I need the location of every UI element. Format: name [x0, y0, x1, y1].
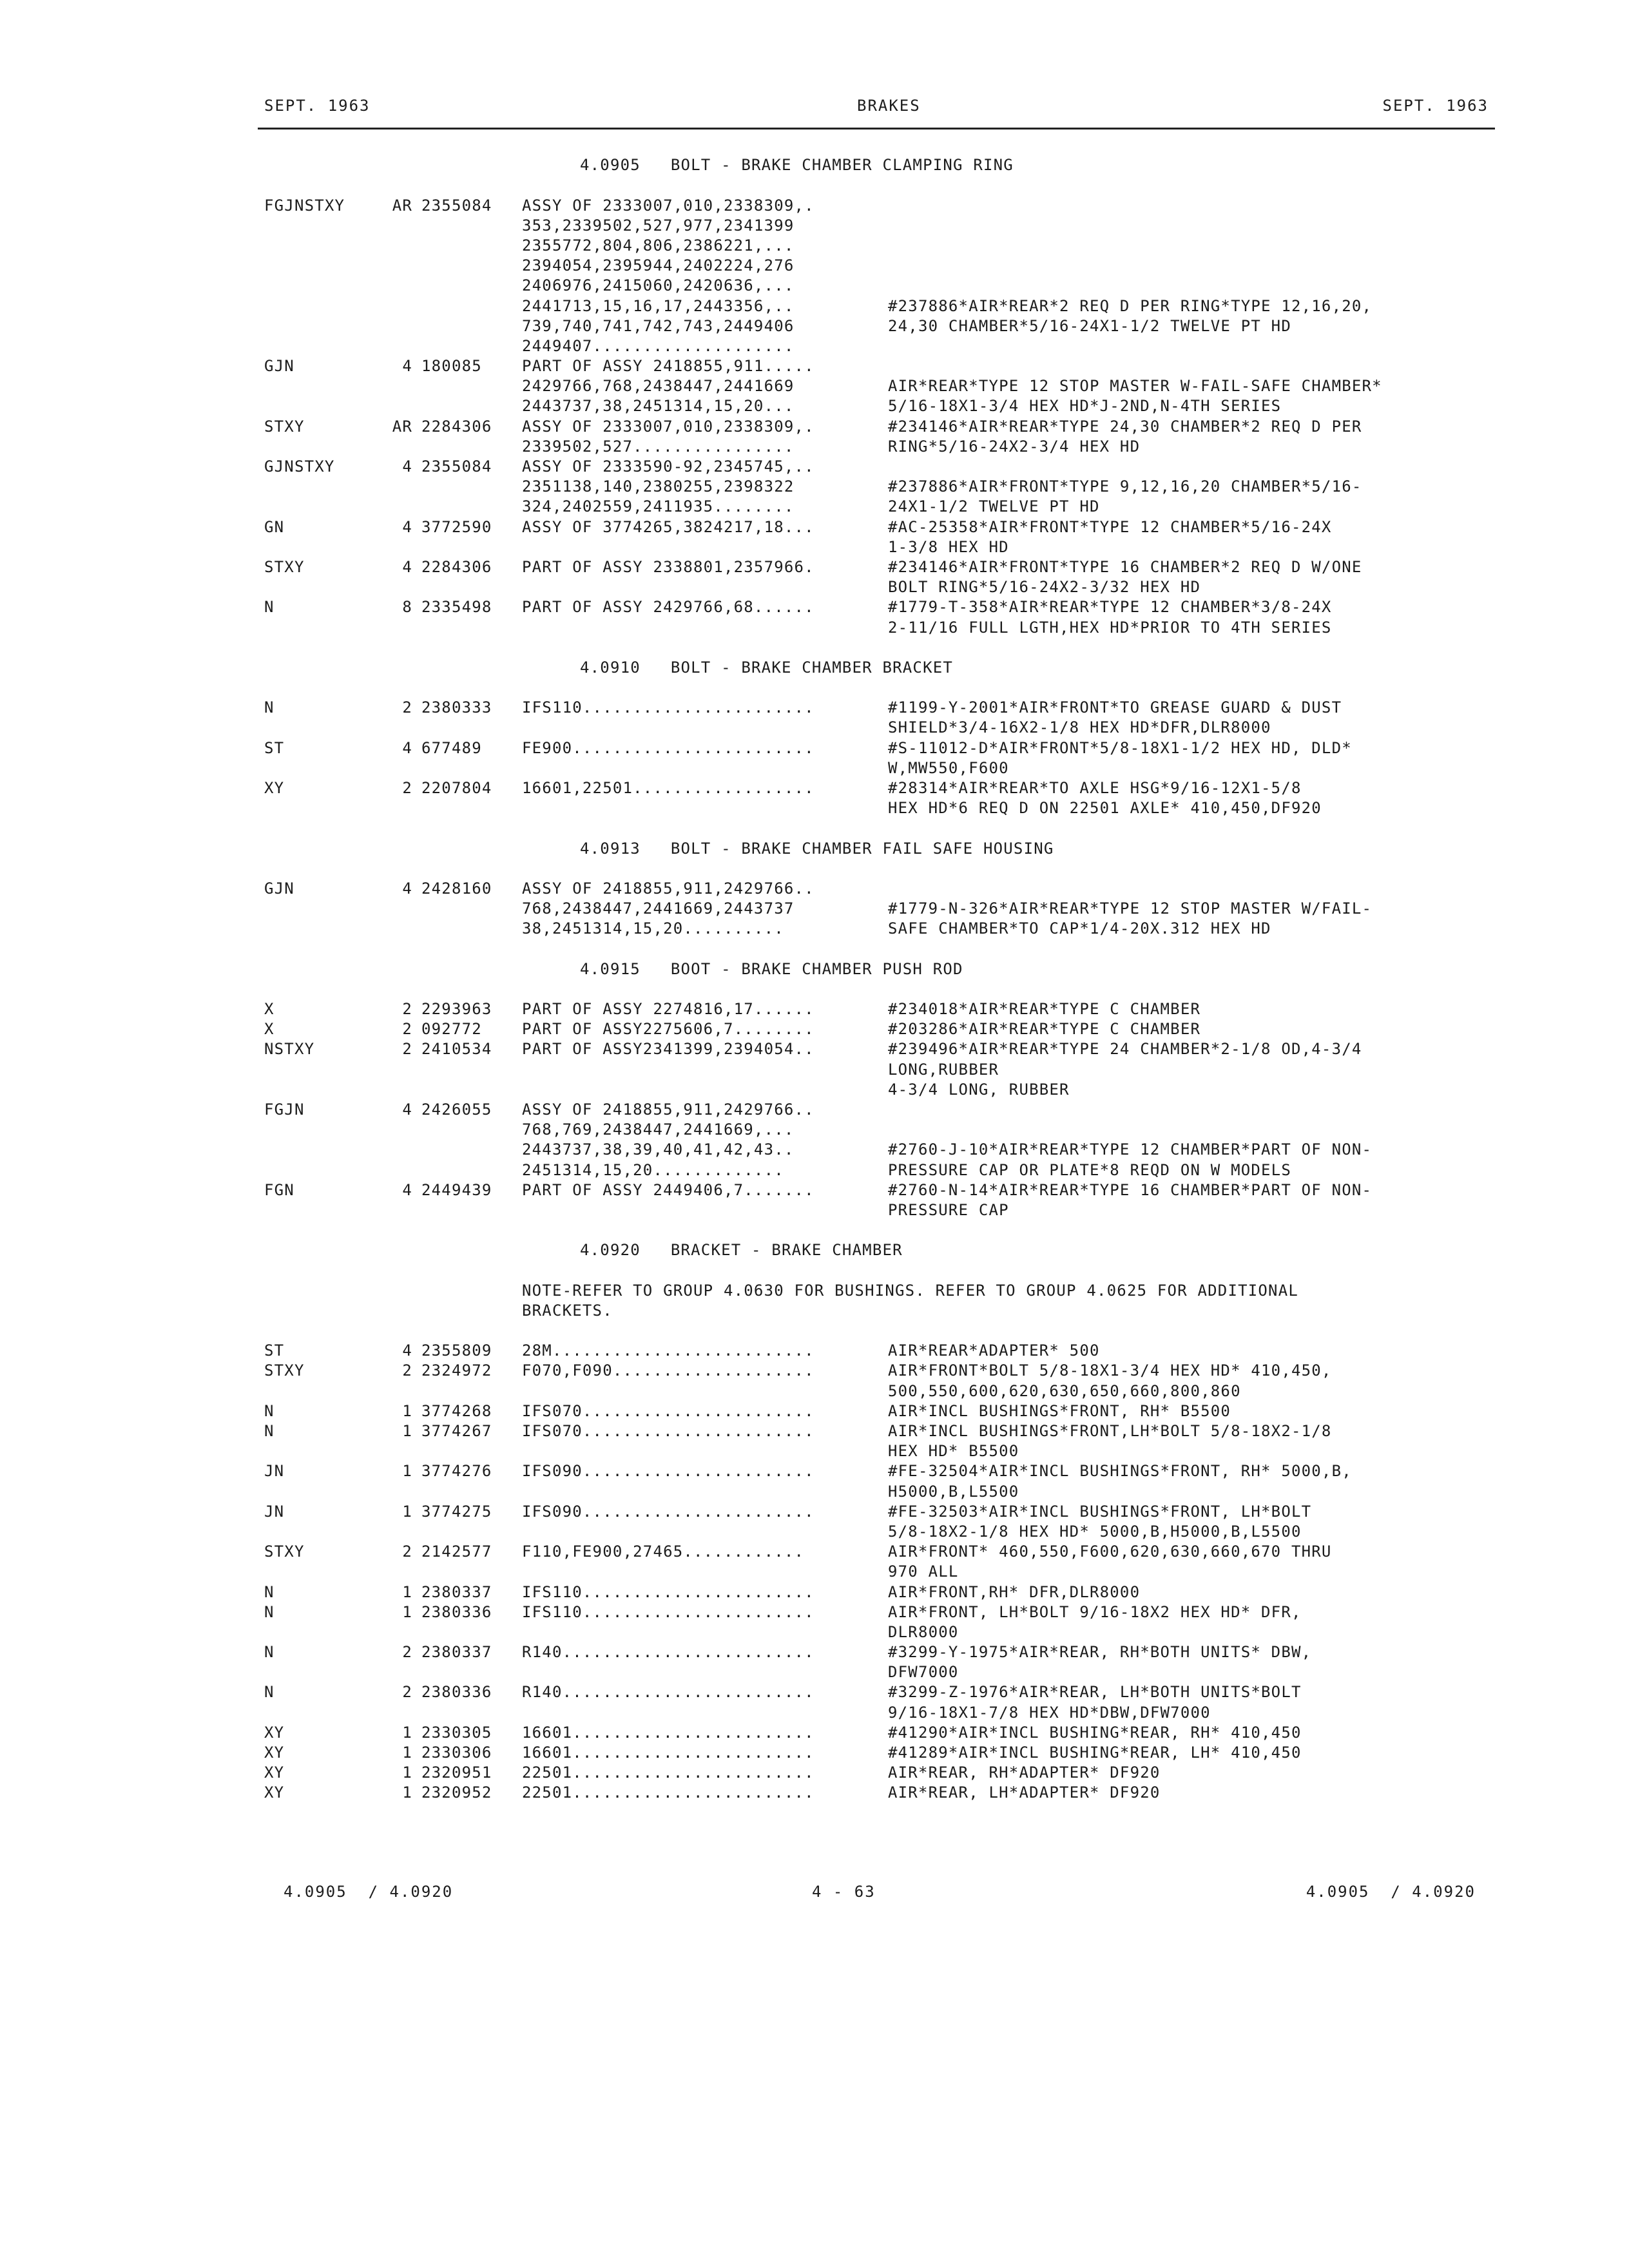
model-codes: GJN	[264, 879, 294, 898]
entry-row	[264, 1602, 1495, 1622]
entry-continuation	[264, 1441, 1495, 1461]
part-number: 2380336	[421, 1683, 492, 1702]
part-number: 2355084	[421, 196, 492, 215]
spacer	[264, 939, 1495, 959]
application-text: 768,2438447,2441669,2443737	[522, 899, 795, 918]
application-text: R140.........................	[522, 1683, 815, 1702]
entry-continuation	[264, 899, 1495, 919]
description-text: SHIELD*3/4-16X2-1/8 HEX HD*DFR,DLR8000	[888, 718, 1271, 737]
quantity: 1	[402, 1763, 412, 1782]
description-text: PRESSURE CAP	[888, 1200, 1009, 1219]
entry-continuation	[264, 1140, 1495, 1160]
entry-row	[264, 1421, 1495, 1441]
entry-row	[264, 557, 1495, 577]
application-text: 2406976,2415060,2420636,...	[522, 276, 795, 295]
spacer	[264, 979, 1495, 999]
quantity: AR	[392, 196, 412, 215]
entry-continuation	[264, 276, 1495, 296]
description-text: DLR8000	[888, 1622, 959, 1641]
page-footer	[264, 1883, 1476, 1905]
spacer	[264, 1261, 1495, 1281]
quantity: 1	[402, 1422, 412, 1440]
quantity: 2	[402, 779, 412, 797]
application-text: PART OF ASSY 2429766,68......	[522, 598, 815, 617]
entry-continuation	[264, 618, 1495, 638]
description-text: #28314*AIR*REAR*TO AXLE HSG*9/16-12X1-5/8	[888, 779, 1302, 797]
quantity: 4	[402, 557, 412, 576]
description-text: #41290*AIR*INCL BUSHING*REAR, RH* 410,450	[888, 1723, 1302, 1742]
entry-continuation	[264, 1200, 1495, 1220]
model-codes: NSTXY	[264, 1040, 315, 1059]
entry-row	[264, 1723, 1495, 1743]
entry-continuation	[264, 1703, 1495, 1723]
model-codes: N	[264, 1643, 275, 1662]
application-text: 768,769,2438447,2441669,...	[522, 1120, 795, 1139]
application-text: PART OF ASSY 2338801,2357966.	[522, 557, 815, 576]
application-text: PART OF ASSY 2274816,17......	[522, 1000, 815, 1019]
description-text: #S-11012-D*AIR*FRONT*5/8-18X1-1/2 HEX HD, DLD*	[888, 738, 1352, 757]
entry-row	[264, 1582, 1495, 1602]
description-text: AIR*FRONT* 460,550,F600,620,630,660,670 THRU	[888, 1542, 1332, 1561]
application-text: 2339502,527................	[522, 437, 795, 456]
description-text: W,MW550,F600	[888, 758, 1009, 777]
application-text: 2441713,15,16,17,2443356,..	[522, 296, 795, 315]
model-codes: FGN	[264, 1180, 294, 1199]
application-text: ASSY OF 3774265,3824217,18...	[522, 517, 815, 536]
part-number: 2380337	[421, 1643, 492, 1662]
model-codes: X	[264, 1000, 275, 1019]
description-text: #FE-32504*AIR*INCL BUSHINGS*FRONT, RH* 5000,B,	[888, 1462, 1352, 1481]
model-codes: N	[264, 1422, 275, 1440]
section-title: 4.0920 BRACKET - BRAKE CHAMBER	[580, 1241, 903, 1260]
entry-continuation	[264, 798, 1495, 818]
entry-continuation	[264, 1060, 1495, 1080]
entry-row	[264, 517, 1495, 537]
model-codes: STXY	[264, 1361, 305, 1380]
footer-range-right: 4.0905 / 4.0920	[1306, 1883, 1476, 1901]
entry-row	[264, 698, 1495, 718]
part-number: 2142577	[421, 1542, 492, 1561]
part-number: 2380337	[421, 1582, 492, 1601]
part-number: 2293963	[421, 1000, 492, 1019]
description-text: 2-11/16 FULL LGTH,HEX HD*PRIOR TO 4TH SERIES	[888, 618, 1332, 637]
description-text: AIR*REAR, LH*ADAPTER* DF920	[888, 1783, 1161, 1802]
quantity: 4	[402, 1180, 412, 1199]
entry-continuation	[264, 216, 1495, 236]
description-text: PRESSURE CAP OR PLATE*8 REQD ON W MODELS	[888, 1160, 1291, 1179]
part-number: 2355084	[421, 457, 492, 476]
application-text: 739,740,741,742,743,2449406	[522, 316, 795, 335]
model-codes: XY	[264, 1783, 285, 1802]
spacer	[264, 175, 1495, 195]
entry-continuation	[264, 336, 1495, 356]
entry-continuation	[264, 1562, 1495, 1582]
spacer	[264, 638, 1495, 658]
entry-row	[264, 356, 1495, 376]
section-title-line	[264, 658, 1495, 678]
header-rule	[258, 128, 1495, 130]
quantity: 4	[402, 1341, 412, 1360]
description-text: 5/16-18X1-3/4 HEX HD*J-2ND,N-4TH SERIES	[888, 397, 1282, 416]
part-number: 2449439	[421, 1180, 492, 1199]
quantity: 1	[402, 1462, 412, 1481]
quantity: 8	[402, 598, 412, 617]
entry-continuation	[264, 296, 1495, 316]
application-text: ASSY OF 2418855,911,2429766..	[522, 1100, 815, 1119]
description-text: #239496*AIR*REAR*TYPE 24 CHAMBER*2-1/8 OD,4-3/4	[888, 1040, 1362, 1059]
entry-row	[264, 1180, 1495, 1200]
quantity: 2	[402, 698, 412, 717]
quantity: 4	[402, 517, 412, 536]
model-codes: N	[264, 1582, 275, 1601]
entry-continuation	[264, 1080, 1495, 1100]
spacer	[264, 859, 1495, 879]
description-text: #3299-Z-1976*AIR*REAR, LH*BOTH UNITS*BOLT	[888, 1683, 1302, 1702]
application-text: IFS070.......................	[522, 1401, 815, 1420]
description-text: AIR*INCL BUSHINGS*FRONT, RH* B5500	[888, 1401, 1231, 1420]
header-date-left: SEPT. 1963	[264, 97, 371, 115]
part-number: 2284306	[421, 557, 492, 576]
part-number: 2320952	[421, 1783, 492, 1802]
application-text: 22501........................	[522, 1783, 815, 1802]
model-codes: X	[264, 1020, 275, 1039]
description-text: #234146*AIR*FRONT*TYPE 16 CHAMBER*2 REQ D W/ONE	[888, 557, 1362, 576]
entry-continuation	[264, 577, 1495, 597]
entry-continuation	[264, 1522, 1495, 1542]
description-text: #3299-Y-1975*AIR*REAR, RH*BOTH UNITS* DBW,	[888, 1643, 1312, 1662]
part-number: 2330305	[421, 1723, 492, 1742]
header-title: BRAKES	[857, 97, 921, 115]
application-text: 28M..........................	[522, 1341, 815, 1360]
description-text: AIR*REAR, RH*ADAPTER* DF920	[888, 1763, 1161, 1782]
entry-row	[264, 417, 1495, 437]
entry-continuation	[264, 919, 1495, 939]
part-number: 2410534	[421, 1040, 492, 1059]
section-title-line	[264, 839, 1495, 859]
quantity: AR	[392, 417, 412, 436]
section-title-line	[264, 959, 1495, 979]
entry-row	[264, 1682, 1495, 1702]
application-text: ASSY OF 2333590-92,2345745,..	[522, 457, 815, 476]
entry-row	[264, 1039, 1495, 1059]
model-codes: N	[264, 598, 275, 617]
entry-row	[264, 1783, 1495, 1803]
part-number: 2320951	[421, 1763, 492, 1782]
entry-continuation	[264, 396, 1495, 416]
description-text: #203286*AIR*REAR*TYPE C CHAMBER	[888, 1020, 1201, 1039]
entry-row	[264, 999, 1495, 1019]
part-number: 2284306	[421, 417, 492, 436]
quantity: 1	[402, 1744, 412, 1762]
application-text: IFS110.......................	[522, 1582, 815, 1601]
description-text: BOLT RING*5/16-24X2-3/32 HEX HD	[888, 578, 1201, 597]
part-number: 2335498	[421, 598, 492, 617]
part-number: 2380333	[421, 698, 492, 717]
description-text: AIR*FRONT, LH*BOLT 9/16-18X2 HEX HD* DFR,	[888, 1602, 1302, 1621]
application-text: 16601........................	[522, 1744, 815, 1762]
application-text: F110,FE900,27465............	[522, 1542, 805, 1561]
section-note: NOTE-REFER TO GROUP 4.0630 FOR BUSHINGS. REFER TO GROUP 4.0625 FOR ADDITIONAL	[522, 1281, 1298, 1300]
application-text: 22501........................	[522, 1763, 815, 1782]
section-title: 4.0910 BOLT - BRAKE CHAMBER BRACKET	[580, 658, 954, 677]
part-number: 2426055	[421, 1100, 492, 1119]
description-text: SAFE CHAMBER*TO CAP*1/4-20X.312 HEX HD	[888, 919, 1271, 938]
model-codes: XY	[264, 1763, 285, 1782]
description-text: LONG,RUBBER	[888, 1060, 999, 1079]
part-number: 3774267	[421, 1422, 492, 1440]
part-number: 2355809	[421, 1341, 492, 1360]
entry-row	[264, 196, 1495, 216]
section-title: 4.0915 BOOT - BRAKE CHAMBER PUSH ROD	[580, 959, 963, 978]
model-codes: XY	[264, 779, 285, 797]
quantity: 1	[402, 1582, 412, 1601]
application-text: PART OF ASSY 2418855,911.....	[522, 357, 815, 376]
section-title: 4.0913 BOLT - BRAKE CHAMBER FAIL SAFE HOUSING	[580, 839, 1054, 858]
model-codes: ST	[264, 738, 285, 757]
model-codes: ST	[264, 1341, 285, 1360]
application-text: 2351138,140,2380255,2398322	[522, 477, 795, 496]
description-text: #237886*AIR*REAR*2 REQ D PER RING*TYPE 12,16,20,	[888, 296, 1373, 315]
part-number: 180085	[421, 357, 482, 376]
quantity: 2	[402, 1683, 412, 1702]
quantity: 4	[402, 457, 412, 476]
entry-continuation	[264, 1160, 1495, 1180]
model-codes: JN	[264, 1502, 285, 1521]
application-text: 38,2451314,15,20..........	[522, 919, 784, 938]
quantity: 4	[402, 738, 412, 757]
model-codes: N	[264, 698, 275, 717]
description-text: #1779-T-358*AIR*REAR*TYPE 12 CHAMBER*3/8-24X	[888, 598, 1332, 617]
application-text: 2355772,804,806,2386221,...	[522, 236, 795, 255]
part-number: 2324972	[421, 1361, 492, 1380]
entry-row	[264, 457, 1495, 477]
description-text: 24X1-1/2 TWELVE PT HD	[888, 497, 1100, 516]
model-codes: FGJNSTXY	[264, 196, 345, 215]
entry-row	[264, 1341, 1495, 1361]
entry-row	[264, 1019, 1495, 1039]
entry-continuation	[264, 1482, 1495, 1502]
description-text: AIR*REAR*TYPE 12 STOP MASTER W-FAIL-SAFE CHAMBER*	[888, 377, 1382, 396]
header-date-right: SEPT. 1963	[1382, 97, 1489, 115]
quantity: 1	[402, 1401, 412, 1420]
quantity: 4	[402, 1100, 412, 1119]
entry-continuation	[264, 376, 1495, 396]
application-text: 2449407....................	[522, 336, 795, 355]
model-codes: FGJN	[264, 1100, 305, 1119]
description-text: AIR*INCL BUSHINGS*FRONT,LH*BOLT 5/8-18X2-1/8	[888, 1422, 1332, 1440]
description-text: 5/8-18X2-1/8 HEX HD* 5000,B,H5000,B,L5500	[888, 1522, 1302, 1541]
application-text: 353,2339502,527,977,2341399	[522, 216, 795, 235]
description-text: #1779-N-326*AIR*REAR*TYPE 12 STOP MASTER W/FAIL-	[888, 899, 1373, 918]
spacer	[264, 678, 1495, 698]
description-text: AIR*REAR*ADAPTER* 500	[888, 1341, 1100, 1360]
part-number: 092772	[421, 1020, 482, 1039]
description-text: #FE-32503*AIR*INCL BUSHINGS*FRONT, LH*BOLT	[888, 1502, 1312, 1521]
application-text: ASSY OF 2418855,911,2429766..	[522, 879, 815, 898]
description-text: AIR*FRONT*BOLT 5/8-18X1-3/4 HEX HD* 410,450,	[888, 1361, 1332, 1380]
description-text: #AC-25358*AIR*FRONT*TYPE 12 CHAMBER*5/16-24X	[888, 517, 1332, 536]
entry-continuation	[264, 1381, 1495, 1401]
entry-row	[264, 1642, 1495, 1662]
entry-row	[264, 1401, 1495, 1421]
section-title: 4.0905 BOLT - BRAKE CHAMBER CLAMPING RING	[580, 156, 1014, 175]
quantity: 1	[402, 1502, 412, 1521]
entry-row	[264, 1100, 1495, 1120]
quantity: 4	[402, 879, 412, 898]
part-number: 2207804	[421, 779, 492, 797]
entry-row	[264, 1361, 1495, 1381]
description-text: AIR*FRONT,RH* DFR,DLR8000	[888, 1582, 1141, 1601]
part-number: 2428160	[421, 879, 492, 898]
note-line	[264, 1281, 1495, 1301]
model-codes: XY	[264, 1723, 285, 1742]
entry-continuation	[264, 758, 1495, 778]
description-text: H5000,B,L5500	[888, 1482, 1019, 1501]
note-line	[264, 1301, 1495, 1321]
description-text: 24,30 CHAMBER*5/16-24X1-1/2 TWELVE PT HD	[888, 316, 1291, 335]
entry-continuation	[264, 1622, 1495, 1642]
spacer	[264, 1321, 1495, 1341]
quantity: 2	[402, 1542, 412, 1561]
model-codes: XY	[264, 1744, 285, 1762]
entry-row	[264, 1461, 1495, 1481]
part-number: 3774276	[421, 1462, 492, 1481]
spacer	[264, 135, 1495, 155]
description-text: HEX HD* B5500	[888, 1442, 1019, 1461]
description-text: 1-3/8 HEX HD	[888, 537, 1009, 556]
section-title-line	[264, 1240, 1495, 1260]
application-text: ASSY OF 2333007,010,2338309,.	[522, 196, 815, 215]
spacer	[264, 1220, 1495, 1240]
description-text: DFW7000	[888, 1663, 959, 1682]
entry-row	[264, 597, 1495, 617]
application-text: 16601........................	[522, 1723, 815, 1742]
model-codes: N	[264, 1401, 275, 1420]
quantity: 1	[402, 1723, 412, 1742]
application-text: ASSY OF 2333007,010,2338309,.	[522, 417, 815, 436]
description-text: 500,550,600,620,630,650,660,800,860	[888, 1381, 1241, 1400]
model-codes: N	[264, 1602, 275, 1621]
part-number: 3774275	[421, 1502, 492, 1521]
quantity: 1	[402, 1783, 412, 1802]
part-number: 677489	[421, 738, 482, 757]
entry-continuation	[264, 1662, 1495, 1682]
description-text: #2760-J-10*AIR*REAR*TYPE 12 CHAMBER*PART OF NON-	[888, 1140, 1373, 1159]
application-text: F070,F090....................	[522, 1361, 815, 1380]
quantity: 2	[402, 1643, 412, 1662]
quantity: 4	[402, 357, 412, 376]
model-codes: GN	[264, 517, 285, 536]
application-text: 2443737,38,2451314,15,20...	[522, 397, 795, 416]
description-text: RING*5/16-24X2-3/4 HEX HD	[888, 437, 1141, 456]
application-text: PART OF ASSY2341399,2394054..	[522, 1040, 815, 1059]
model-codes: STXY	[264, 417, 305, 436]
entry-row	[264, 1763, 1495, 1783]
entry-row	[264, 1743, 1495, 1763]
section-title-line	[264, 155, 1495, 175]
description-text: HEX HD*6 REQ D ON 22501 AXLE* 410,450,DF920	[888, 799, 1322, 818]
description-text: #237886*AIR*FRONT*TYPE 9,12,16,20 CHAMBER*5/16-	[888, 477, 1362, 496]
application-text: FE900........................	[522, 738, 815, 757]
application-text: R140.........................	[522, 1643, 815, 1662]
quantity: 1	[402, 1602, 412, 1621]
description-text: #41289*AIR*INCL BUSHING*REAR, LH* 410,450	[888, 1744, 1302, 1762]
entry-row	[264, 738, 1495, 758]
application-text: IFS090.......................	[522, 1462, 815, 1481]
application-text: IFS070.......................	[522, 1422, 815, 1440]
entry-continuation	[264, 316, 1495, 336]
quantity: 2	[402, 1361, 412, 1380]
description-text: 4-3/4 LONG, RUBBER	[888, 1080, 1070, 1099]
part-number: 3774268	[421, 1401, 492, 1420]
part-number: 2330306	[421, 1744, 492, 1762]
application-text: 2451314,15,20.............	[522, 1160, 784, 1179]
application-text: PART OF ASSY2275606,7........	[522, 1020, 815, 1039]
entry-continuation	[264, 256, 1495, 276]
quantity: 2	[402, 1000, 412, 1019]
description-text: 9/16-18X1-7/8 HEX HD*DBW,DFW7000	[888, 1703, 1211, 1722]
spacer	[264, 818, 1495, 838]
part-number: 3772590	[421, 517, 492, 536]
model-codes: STXY	[264, 1542, 305, 1561]
part-number: 2380336	[421, 1602, 492, 1621]
entry-continuation	[264, 437, 1495, 457]
application-text: PART OF ASSY 2449406,7.......	[522, 1180, 815, 1199]
description-text: #234018*AIR*REAR*TYPE C CHAMBER	[888, 1000, 1201, 1019]
application-text: 2394054,2395944,2402224,276	[522, 256, 795, 275]
section-note: BRACKETS.	[522, 1301, 613, 1320]
model-codes: JN	[264, 1462, 285, 1481]
quantity: 2	[402, 1020, 412, 1039]
application-text: 16601,22501..................	[522, 779, 815, 797]
model-codes: GJN	[264, 357, 294, 376]
model-codes: STXY	[264, 557, 305, 576]
application-text: 324,2402559,2411935........	[522, 497, 795, 516]
application-text: IFS110.......................	[522, 698, 815, 717]
entry-continuation	[264, 718, 1495, 738]
entry-continuation	[264, 477, 1495, 497]
application-text: IFS110.......................	[522, 1602, 815, 1621]
entry-row	[264, 778, 1495, 798]
quantity: 2	[402, 1040, 412, 1059]
description-text: #234146*AIR*REAR*TYPE 24,30 CHAMBER*2 REQ D PER	[888, 417, 1362, 436]
description-text: #1199-Y-2001*AIR*FRONT*TO GREASE GUARD & DUST	[888, 698, 1342, 717]
entry-row	[264, 1542, 1495, 1562]
entry-row	[264, 1502, 1495, 1522]
application-text: IFS090.......................	[522, 1502, 815, 1521]
entry-continuation	[264, 537, 1495, 557]
application-text: 2429766,768,2438447,2441669	[522, 377, 795, 396]
footer-page-number: 4 - 63	[812, 1883, 876, 1901]
application-text: 2443737,38,39,40,41,42,43..	[522, 1140, 795, 1159]
entry-row	[264, 879, 1495, 899]
model-codes: GJNSTXY	[264, 457, 335, 476]
description-text: #2760-N-14*AIR*REAR*TYPE 16 CHAMBER*PART OF NON-	[888, 1180, 1373, 1199]
entry-continuation	[264, 1120, 1495, 1140]
description-text: 970 ALL	[888, 1562, 959, 1581]
entry-continuation	[264, 236, 1495, 256]
model-codes: N	[264, 1683, 275, 1702]
parts-catalog-body	[264, 135, 1495, 1803]
footer-range-left: 4.0905 / 4.0920	[284, 1883, 454, 1901]
page-header	[264, 97, 1489, 119]
entry-continuation	[264, 497, 1495, 517]
